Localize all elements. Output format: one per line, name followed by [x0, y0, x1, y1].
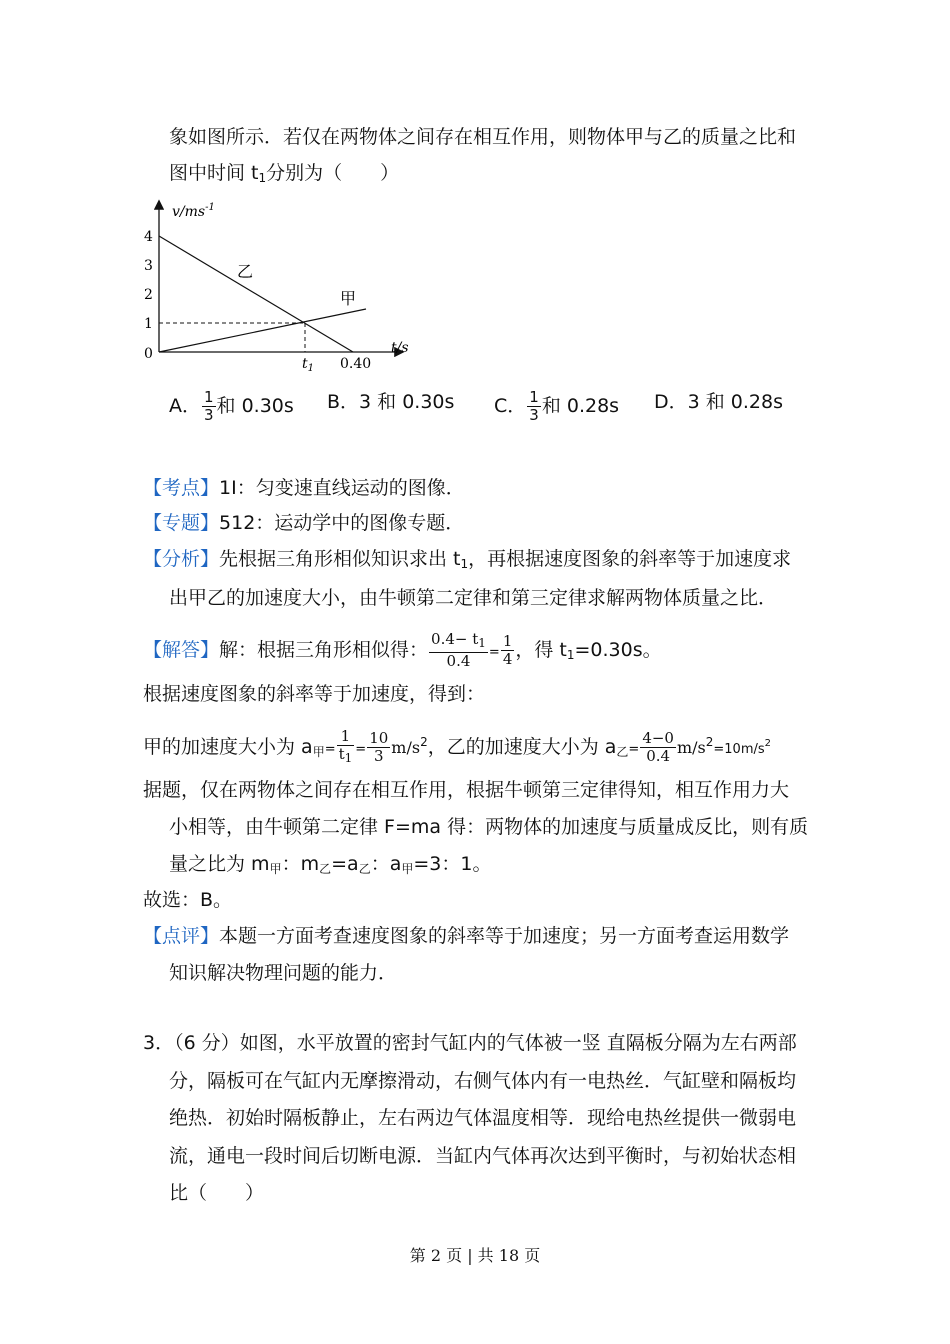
- jieda-tag: 【解答】: [143, 639, 220, 661]
- slope-line: 根据速度图象的斜率等于加速度，得到：: [143, 683, 486, 705]
- q3-line-4: 流，通电一段时间后切断电源．当缸内气体再次达到平衡时，与初始状态相: [169, 1145, 797, 1167]
- dianping-line-2: 知识解决物理问题的能力．: [169, 962, 398, 984]
- zhuanti-tag: 【专题】: [143, 512, 220, 534]
- question-line-2: 图中时间 $t_1$分别为（ ）: [169, 162, 400, 185]
- label-jia: 甲: [340, 289, 357, 308]
- y-tick-1: 1: [144, 316, 153, 332]
- dianping-tag: 【点评】: [143, 925, 220, 947]
- label-yi: 乙: [237, 262, 254, 281]
- ju-line-2: 小相等，由牛顿第二定律 F=ma 得：两物体的加速度与质量成反比，则有质: [169, 816, 809, 838]
- option-d[interactable]: D．3 和 0.28s: [654, 391, 784, 413]
- y-tick-4: 4: [144, 229, 153, 245]
- q3-line-1: 3．（6 分）如图，水平放置的密封气缸内的气体被一竖 直隔板分隔为左右两部: [143, 1032, 797, 1054]
- guxuan-line: 故选：B。: [143, 889, 233, 911]
- fenxi-tag: 【分析】: [143, 548, 220, 570]
- y-axis-label: $v/ms^{-1}$: [172, 202, 215, 220]
- q3-line-5: 比（ ）: [169, 1182, 265, 1204]
- kaodian-line: 【考点】1I：匀变速直线运动的图像．: [143, 477, 465, 499]
- fenxi-line-1: 【分析】先根据三角形相似知识求出 $t_1$，再根据速度图象的斜率等于加速度求: [143, 548, 792, 571]
- page-footer: 第 2 页 | 共 18 页: [409, 1246, 541, 1265]
- dianping-line-1: 【点评】本题一方面考查速度图象的斜率等于加速度；另一方面考查运用数学: [143, 925, 790, 947]
- zhuanti-line: 【专题】512：运动学中的图像专题．: [143, 512, 465, 534]
- q3-line-3: 绝热．初始时隔板静止，左右两边气体温度相等．现给电热丝提供一微弱电: [169, 1107, 797, 1129]
- x-axis-label: t/s: [391, 340, 409, 356]
- ju-line-3: 量之比为 $m_甲$：$m_乙=a_乙$：$a_甲=3$：1。: [169, 853, 492, 876]
- option-a[interactable]: A． $\frac{1}{3}$ 和 0.30s: [169, 388, 294, 424]
- x-tick-040: 0.40: [340, 356, 372, 372]
- q3-line-2: 分，隔板可在气缸内无摩擦滑动，右侧气体内有一电热丝．气缸壁和隔板均: [169, 1070, 797, 1092]
- y-tick-2: 2: [144, 287, 153, 303]
- jieda-line: 【解答】解：根据三角形相似得： $\frac{0.4- t_1}{0.4}$ = $\frac{1}{4}$ ，得 $t_1=0.30s$。: [143, 630, 662, 670]
- ju-line-1: 据题，仅在两物体之间存在相互作用，根据牛顿第三定律得知，相互作用力大: [143, 779, 790, 801]
- acceleration-line: 甲的加速度大小为 $a_甲=$ $\frac{1}{t_1}$ = $\frac{10}{3}$ $m/s^2$，乙的加速度大小为 $a_乙=$ $\frac{4-0}{0.4}$ $m/s^2=10m/s^2$: [143, 727, 772, 765]
- x-tick-t1: $t_1$: [302, 356, 315, 374]
- option-b[interactable]: B．3 和 0.30s: [327, 391, 455, 413]
- kaodian-tag: 【考点】: [143, 477, 220, 499]
- question-line-1: 象如图所示．若仅在两物体之间存在相互作用，则物体甲与乙的质量之比和: [169, 126, 797, 148]
- line-yi: [159, 236, 353, 352]
- line-jia: [159, 309, 366, 352]
- fenxi-line-2: 出甲乙的加速度大小，由牛顿第二定律和第三定律求解两物体质量之比．: [169, 587, 778, 609]
- option-c[interactable]: C． $\frac{1}{3}$ 和 0.28s: [494, 388, 620, 424]
- y-tick-3: 3: [144, 258, 153, 274]
- y-tick-0: 0: [144, 346, 153, 362]
- velocity-time-graph: [140, 196, 420, 376]
